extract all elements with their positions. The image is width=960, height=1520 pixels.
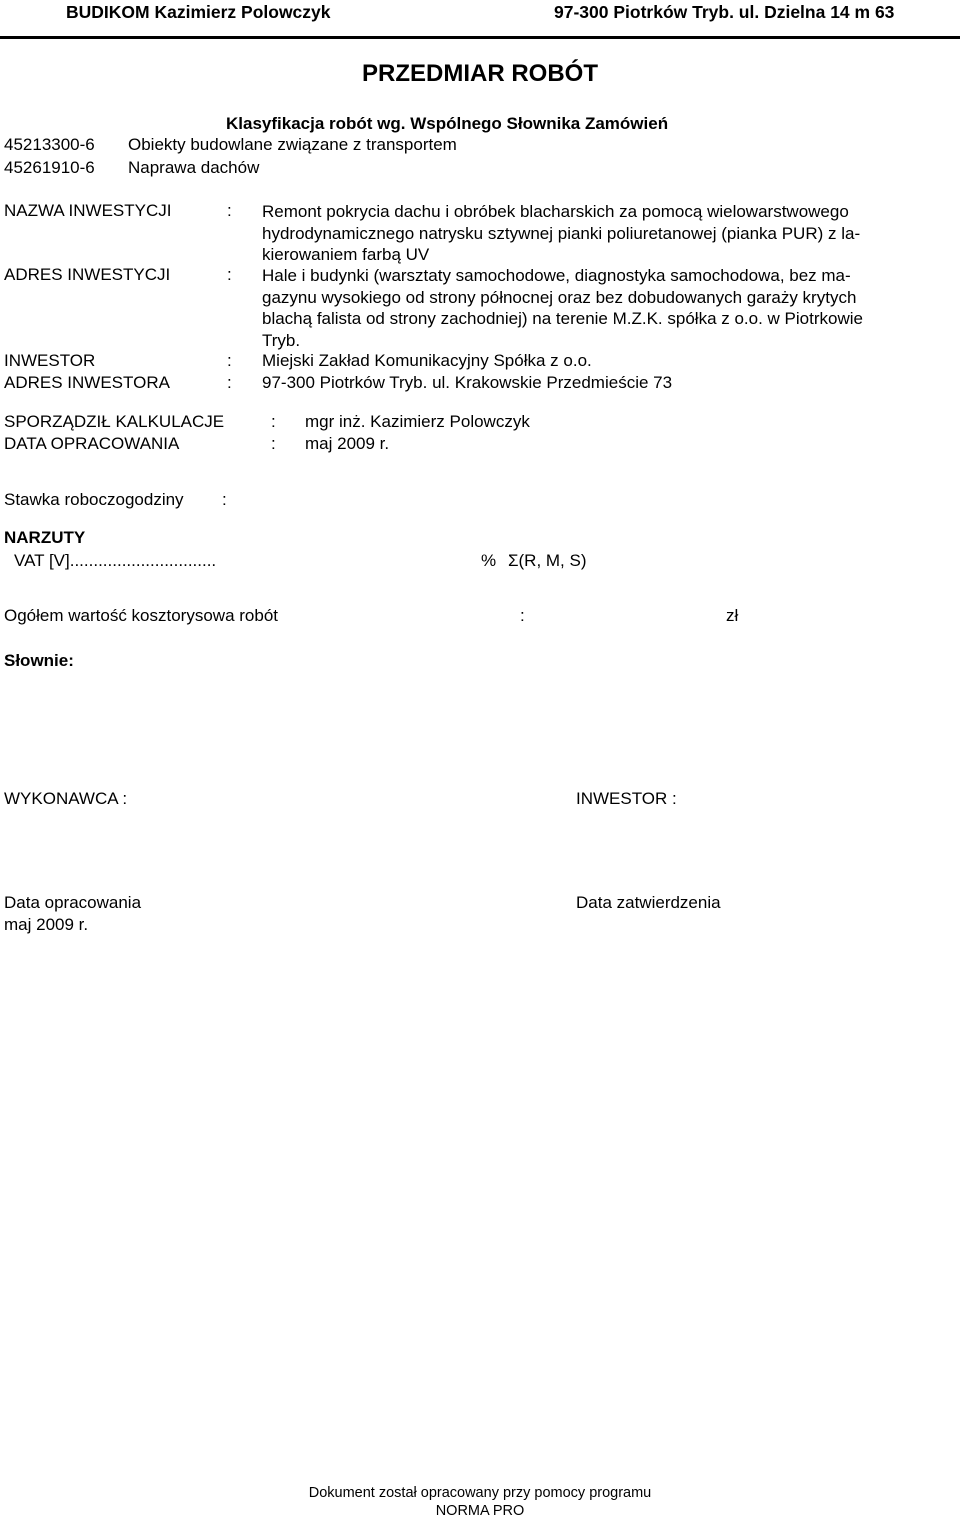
preparation-date-label: DATA OPRACOWANIA bbox=[4, 434, 180, 453]
header-divider bbox=[0, 36, 960, 39]
cpv-code: 45213300-6 bbox=[4, 135, 95, 154]
page-title: PRZEDMIAR ROBÓT bbox=[362, 60, 598, 87]
currency-unit: zł bbox=[726, 606, 739, 625]
prepared-by-value: mgr inż. Kazimierz Polowczyk bbox=[305, 412, 530, 431]
cpv-description: Obiekty budowlane związane z transportem bbox=[128, 135, 457, 154]
investor-address-value: 97-300 Piotrków Tryb. ul. Krakowskie Przedmieście 73 bbox=[262, 373, 673, 392]
vat-basis: Σ(R, M, S) bbox=[508, 551, 587, 570]
investment-name-label: NAZWA INWESTYCJI bbox=[4, 201, 172, 220]
investor-label: INWESTOR bbox=[4, 351, 96, 370]
colon: : bbox=[271, 412, 276, 431]
cpv-code: 45261910-6 bbox=[4, 158, 95, 177]
approval-date-label: Data zatwierdzenia bbox=[576, 893, 721, 912]
header-company: BUDIKOM Kazimierz Polowczyk bbox=[66, 2, 331, 22]
investment-name-value: Remont pokrycia dachu i obróbek blacharskich za pomocą wielowarstwowego hydrodynamicznego natrysku sztywnej pianki poliuretanowej (pianka PUR) z la- kierowaniem farbą UV bbox=[262, 202, 861, 264]
preparation-date-value: maj 2009 r. bbox=[305, 434, 390, 453]
colon: : bbox=[520, 606, 525, 625]
footer-program-name: NORMA PRO bbox=[435, 1503, 525, 1519]
surcharges-title: NARZUTY bbox=[4, 528, 86, 547]
investor-signature-label: INWESTOR : bbox=[576, 789, 677, 808]
total-value-label: Ogółem wartość kosztorysowa robót bbox=[4, 606, 278, 625]
cpv-description: Naprawa dachów bbox=[128, 158, 260, 177]
colon: : bbox=[271, 434, 276, 453]
prepared-by-label: SPORZĄDZIŁ KALKULACJE bbox=[4, 412, 225, 431]
colon: : bbox=[227, 351, 232, 370]
colon: : bbox=[227, 373, 232, 392]
prep-date-label: Data opracowania bbox=[4, 893, 142, 912]
vat-unit: % bbox=[481, 551, 497, 570]
investor-address-label: ADRES INWESTORA bbox=[4, 373, 170, 392]
vat-label: VAT [V]............................... bbox=[14, 551, 217, 570]
header-address: 97-300 Piotrków Tryb. ul. Dzielna 14 m 63 bbox=[554, 2, 895, 22]
investment-address-label: ADRES INWESTYCJI bbox=[4, 265, 171, 284]
colon: : bbox=[222, 490, 227, 509]
colon: : bbox=[227, 265, 232, 284]
footer bbox=[0, 1484, 960, 1520]
colon: : bbox=[227, 201, 232, 220]
footer-line: Dokument został opracowany przy pomocy programu bbox=[308, 1485, 652, 1501]
hourly-rate-label: Stawka roboczogodziny bbox=[4, 490, 184, 509]
in-words-label: Słownie: bbox=[4, 651, 74, 670]
investment-address-value: Hale i budynki (warsztaty samochodowe, diagnostyka samochodowa, bez ma- gazynu wysokiego od strony północnej oraz bez dobudowanych garaży krytych blachą falista od strony zachodniej) na terenie M.Z.K. spółka z o.o. w Piotrkowie Tryb. bbox=[262, 266, 863, 350]
contractor-signature-label: WYKONAWCA : bbox=[4, 789, 128, 808]
classification-title: Klasyfikacja robót wg. Wspólnego Słownika Zamówień bbox=[226, 114, 669, 133]
prep-date-value: maj 2009 r. bbox=[4, 915, 89, 934]
investor-value: Miejski Zakład Komunikacyjny Spółka z o.o. bbox=[262, 351, 592, 370]
